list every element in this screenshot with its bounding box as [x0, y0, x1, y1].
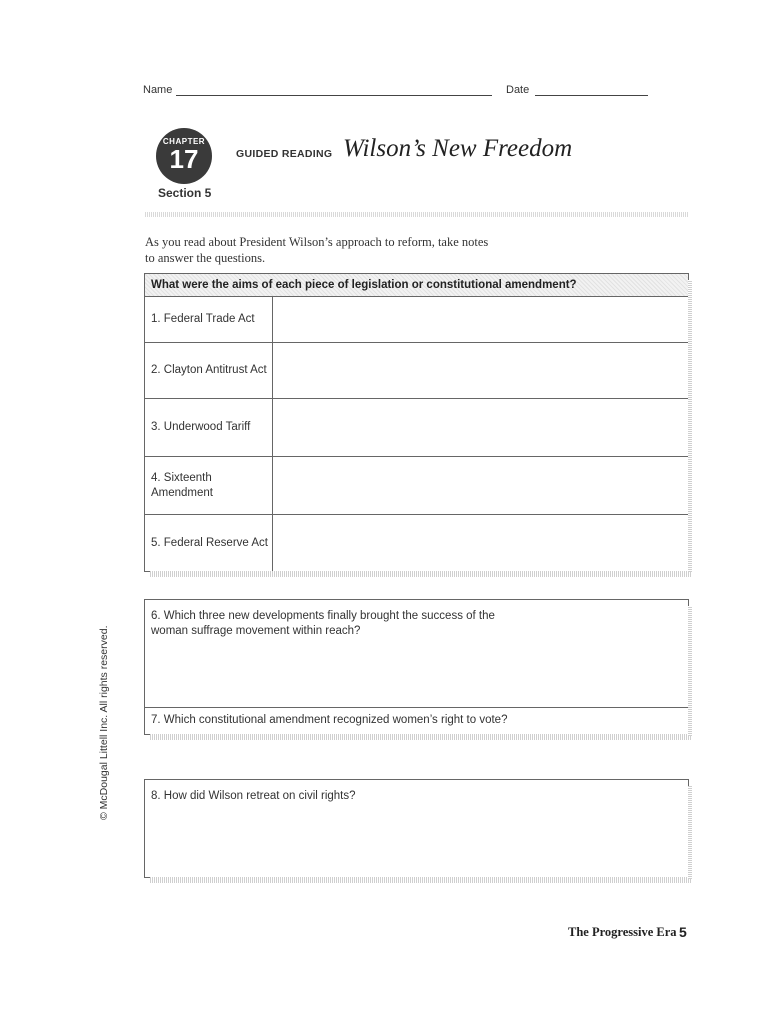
row-label: 2. Clayton Antitrust Act [151, 364, 267, 376]
chapter-number: 17 [169, 144, 199, 174]
table-shadow [150, 571, 691, 577]
section-label: Section 5 [158, 186, 212, 200]
name-label: Name [143, 84, 173, 96]
table-row [145, 457, 688, 515]
civil-rights-question-box [144, 779, 689, 878]
question-8: 8. How did Wilson retreat on civil rights? [151, 790, 356, 802]
page-number: 5 [679, 924, 687, 940]
footer-unit-title: The Progressive Era [568, 925, 677, 939]
row-label: 3. Underwood Tariff [151, 421, 251, 433]
table-shadow-side [688, 280, 692, 572]
legislation-table-body [145, 297, 688, 571]
row-label-cell [145, 399, 273, 456]
date-label: Date [506, 84, 530, 96]
row-label: 4. Sixteenth Amendment [151, 471, 214, 499]
chapter-badge [156, 128, 212, 184]
table-row [145, 399, 688, 457]
row-label: 1. Federal Trade Act [151, 313, 255, 325]
civil-rights-box-shadow [150, 877, 691, 883]
suffrage-questions-box [144, 599, 689, 735]
question-6: 6. Which three new developments finally brought the success of the woman suffrage movement within reach? [151, 610, 495, 637]
legislation-table [144, 273, 689, 572]
answer-area-question-8[interactable] [145, 808, 688, 877]
civil-rights-box-shadow-side [688, 786, 692, 879]
table-row [145, 343, 688, 399]
suffrage-box-shadow [150, 734, 691, 740]
intro-text: As you read about President Wilson’s approach to reform, take notes to answer the questions. [145, 235, 489, 265]
row-label: 5. Federal Reserve Act [151, 536, 268, 549]
answer-area-question-6[interactable] [145, 640, 688, 706]
chapter-badge-label: CHAPTER [162, 137, 206, 146]
row-label-cell [145, 515, 273, 571]
suffrage-box-shadow-side [688, 606, 692, 736]
guided-reading-label: GUIDED READING [236, 148, 333, 160]
question-7: 7. Which constitutional amendment recognized women’s right to vote? [151, 714, 508, 726]
table-row [145, 297, 688, 343]
page-title: Wilson’s New Freedom [343, 135, 573, 162]
answer-cell-sixteenth-amendment[interactable] [274, 457, 688, 514]
copyright-notice: © McDougal Littell Inc. All rights reserved. [98, 625, 110, 820]
answer-cell-federal-reserve-act[interactable] [274, 515, 688, 571]
row-label-cell [145, 343, 273, 398]
name-field[interactable] [176, 95, 492, 96]
answer-cell-clayton-antitrust-act[interactable] [274, 343, 688, 398]
question-divider [145, 707, 688, 708]
table-row [145, 515, 688, 571]
date-field[interactable] [535, 95, 648, 96]
row-label-cell [145, 457, 273, 514]
answer-cell-federal-trade-act[interactable] [274, 297, 688, 342]
legislation-table-header: What were the aims of each piece of legislation or constitutional amendment? [145, 274, 688, 297]
heading-divider [145, 212, 688, 217]
answer-cell-underwood-tariff[interactable] [274, 399, 688, 456]
row-label-cell [145, 297, 273, 342]
